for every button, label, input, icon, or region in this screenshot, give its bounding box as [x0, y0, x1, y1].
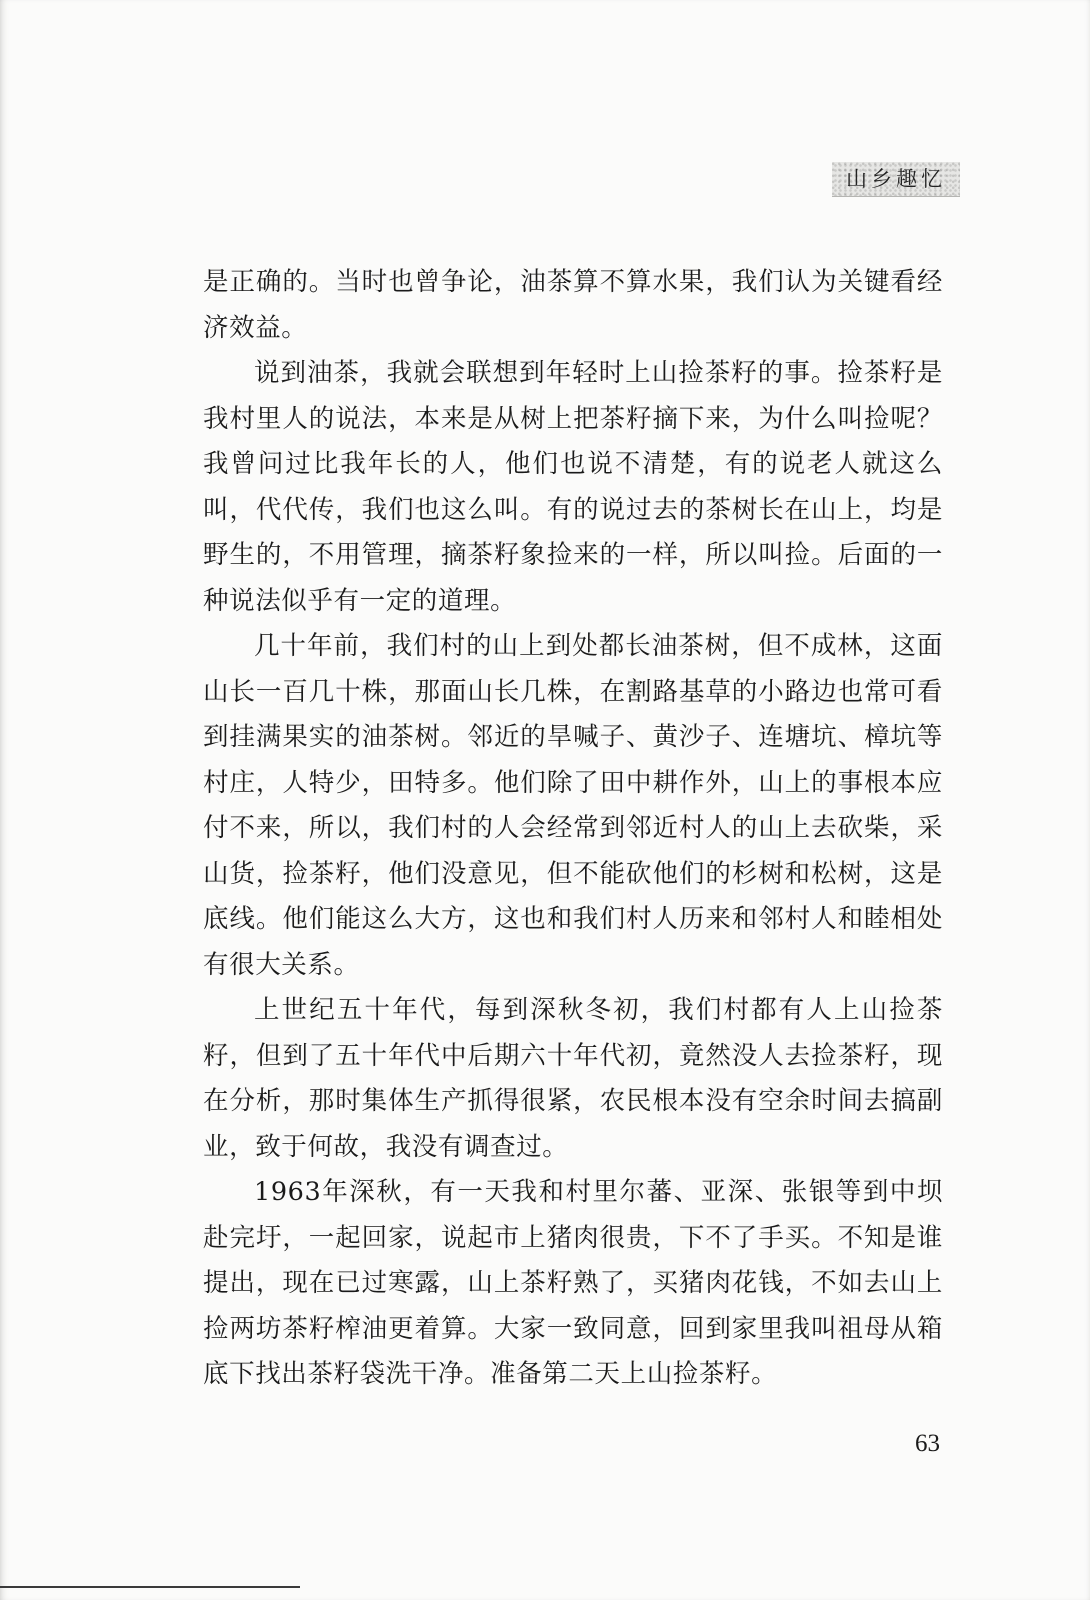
paragraph: 上世纪五十年代，每到深秋冬初，我们村都有人上山捡茶籽，但到了五十年代中后期六十年代初，竟然没人去捡茶籽，现在分析，那时集体生产抓得很紧，农民根本没有空余时间去搞副业，致于何故，我没有调查过。: [203, 995, 943, 1162]
paragraph: 1963年深秋，有一天我和村里尔蕃、亚深、张银等到中坝赴完圩，一起回家，说起市上猪肉很贵，下不了手买。不知是谁提出，现在已过寒露，山上茶籽熟了，买猪肉花钱，不如去山上捡两坊茶籽榨油更着算。大家一致同意，回到家里我叫祖母从箱底下找出茶籽袋洗干净。准备第二天上山捡茶籽。: [203, 1177, 943, 1389]
scan-bottom-edge: [0, 1586, 300, 1588]
paragraph: 几十年前，我们村的山上到处都长油茶树，但不成林，这面山长一百几十株，那面山长几株，在割路基草的小路边也常可看到挂满果实的油茶树。邻近的旱喊子、黄沙子、连塘坑、樟坑等村庄，人特少，田特多。他们除了田中耕作外，山上的事根本应付不来，所以，我们村的人会经常到邻近村人的山上去砍柴，采山货，捡茶籽，他们没意见，但不能砍他们的杉树和松树，这是底线。他们能这么大方，这也和我们村人历来和邻村人和睦相处有很大关系。: [203, 631, 943, 980]
body-text: [203, 260, 943, 1398]
paragraph-continuation: 是正确的。当时也曾争论，油茶算不算水果，我们认为关键看经济效益。: [203, 267, 943, 343]
paragraph: 说到油茶，我就会联想到年轻时上山捡茶籽的事。捡茶籽是我村里人的说法，本来是从树上把茶籽摘下来，为什么叫捡呢？我曾问过比我年长的人，他们也说不清楚，有的说老人就这么叫，代代传，我们也这么叫。有的说过去的茶树长在山上，均是野生的，不用管理，摘茶籽象捡来的一样，所以叫捡。后面的一种说法似乎有一定的道理。: [203, 358, 943, 616]
running-head: 山乡趣忆: [832, 162, 960, 197]
page-number: 63: [915, 1430, 940, 1457]
